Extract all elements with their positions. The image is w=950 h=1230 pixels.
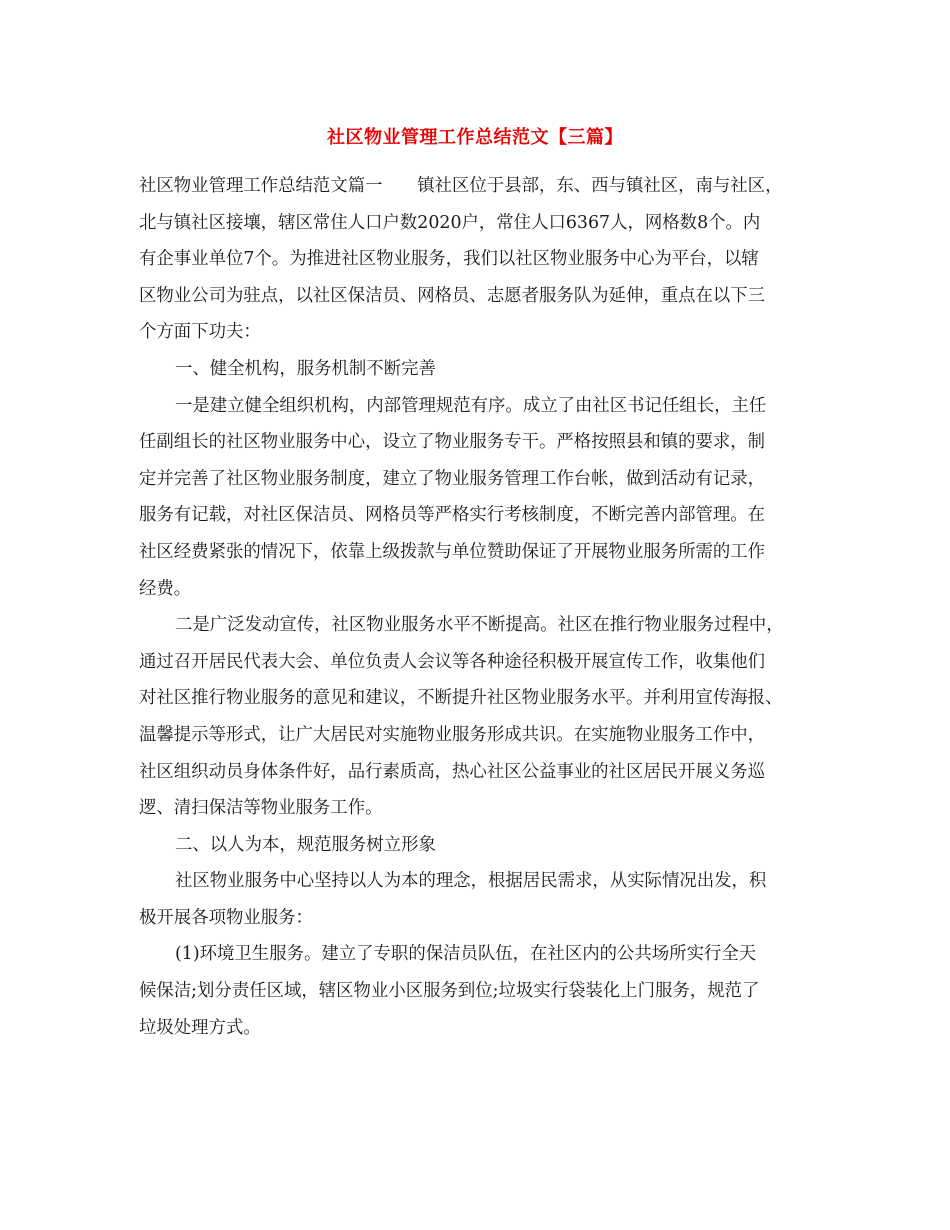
text-line: 一、健全机构，服务机制不断完善 bbox=[175, 358, 436, 379]
document-body bbox=[139, 168, 815, 1046]
text-line: 社区物业服务中心坚持以人为本的理念，根据居民需求，从实际情况出发，积 bbox=[175, 871, 767, 892]
text-line: 定并完善了社区物业服务制度，建立了物业服务管理工作台帐，做到活动有记录， bbox=[139, 468, 766, 489]
text-line: 社区组织动员身体条件好，品行素质高，热心社区公益事业的社区居民开展义务巡 bbox=[139, 761, 766, 782]
text-line: 社区经费紧张的情况下，依靠上级拨款与单位赞助保证了开展物业服务所需的工作 bbox=[139, 541, 766, 562]
text-line: 北与镇社区接壤，辖区常住人口户数2020户，常住人口6367人，网格数8个。内 bbox=[139, 212, 761, 233]
text-line: (1)环境卫生服务。建立了专职的保洁员队伍，在社区内的公共场所实行全天 bbox=[175, 944, 757, 965]
text-line: 个方面下功夫： bbox=[139, 322, 261, 343]
document-title: 社区物业管理工作总结范文【三篇】 bbox=[327, 127, 623, 148]
text-line: 二是广泛发动宣传，社区物业服务水平不断提高。社区在推行物业服务过程中， bbox=[175, 615, 784, 636]
text-line: 二、以人为本，规范服务树立形象 bbox=[175, 834, 436, 855]
text-line: 通过召开居民代表大会、单位负责人会议等各种途径积极开展宣传工作，收集他们 bbox=[139, 651, 766, 672]
text-line: 逻、清扫保洁等物业服务工作。 bbox=[139, 798, 383, 819]
text-line: 经费。 bbox=[139, 578, 192, 599]
text-line: 对社区推行物业服务的意见和建议，不断提升社区物业服务水平。并利用宣传海报、 bbox=[139, 688, 783, 709]
text-line: 极开展各项物业服务： bbox=[139, 907, 313, 928]
text-line: 服务有记载，对社区保洁员、网格员等严格实行考核制度，不断完善内部管理。在 bbox=[139, 505, 766, 526]
text-line: 垃圾处理方式。 bbox=[139, 1017, 261, 1038]
text-line: 任副组长的社区物业服务中心，设立了物业服务专干。严格按照县和镇的要求，制 bbox=[139, 432, 766, 453]
text-line: 温馨提示等形式，让广大居民对实施物业服务形成共识。在实施物业服务工作中， bbox=[139, 724, 766, 745]
text-line: 社区物业管理工作总结范文篇一 镇社区位于县部，东、西与镇社区，南与社区， bbox=[139, 176, 783, 196]
text-line: 一是建立健全组织机构，内部管理规范有序。成立了由社区书记任组长，主任 bbox=[175, 395, 767, 416]
text-line: 候保洁;划分责任区域，辖区物业小区服务到位;垃圾实行袋装化上门服务，规范了 bbox=[139, 981, 760, 1002]
text-line: 有企事业单位7个。为推进社区物业服务，我们以社区物业服务中心为平台，以辖 bbox=[139, 249, 759, 270]
text-line: 区物业公司为驻点，以社区保洁员、网格员、志愿者服务队为延伸，重点在以下三 bbox=[139, 285, 766, 306]
